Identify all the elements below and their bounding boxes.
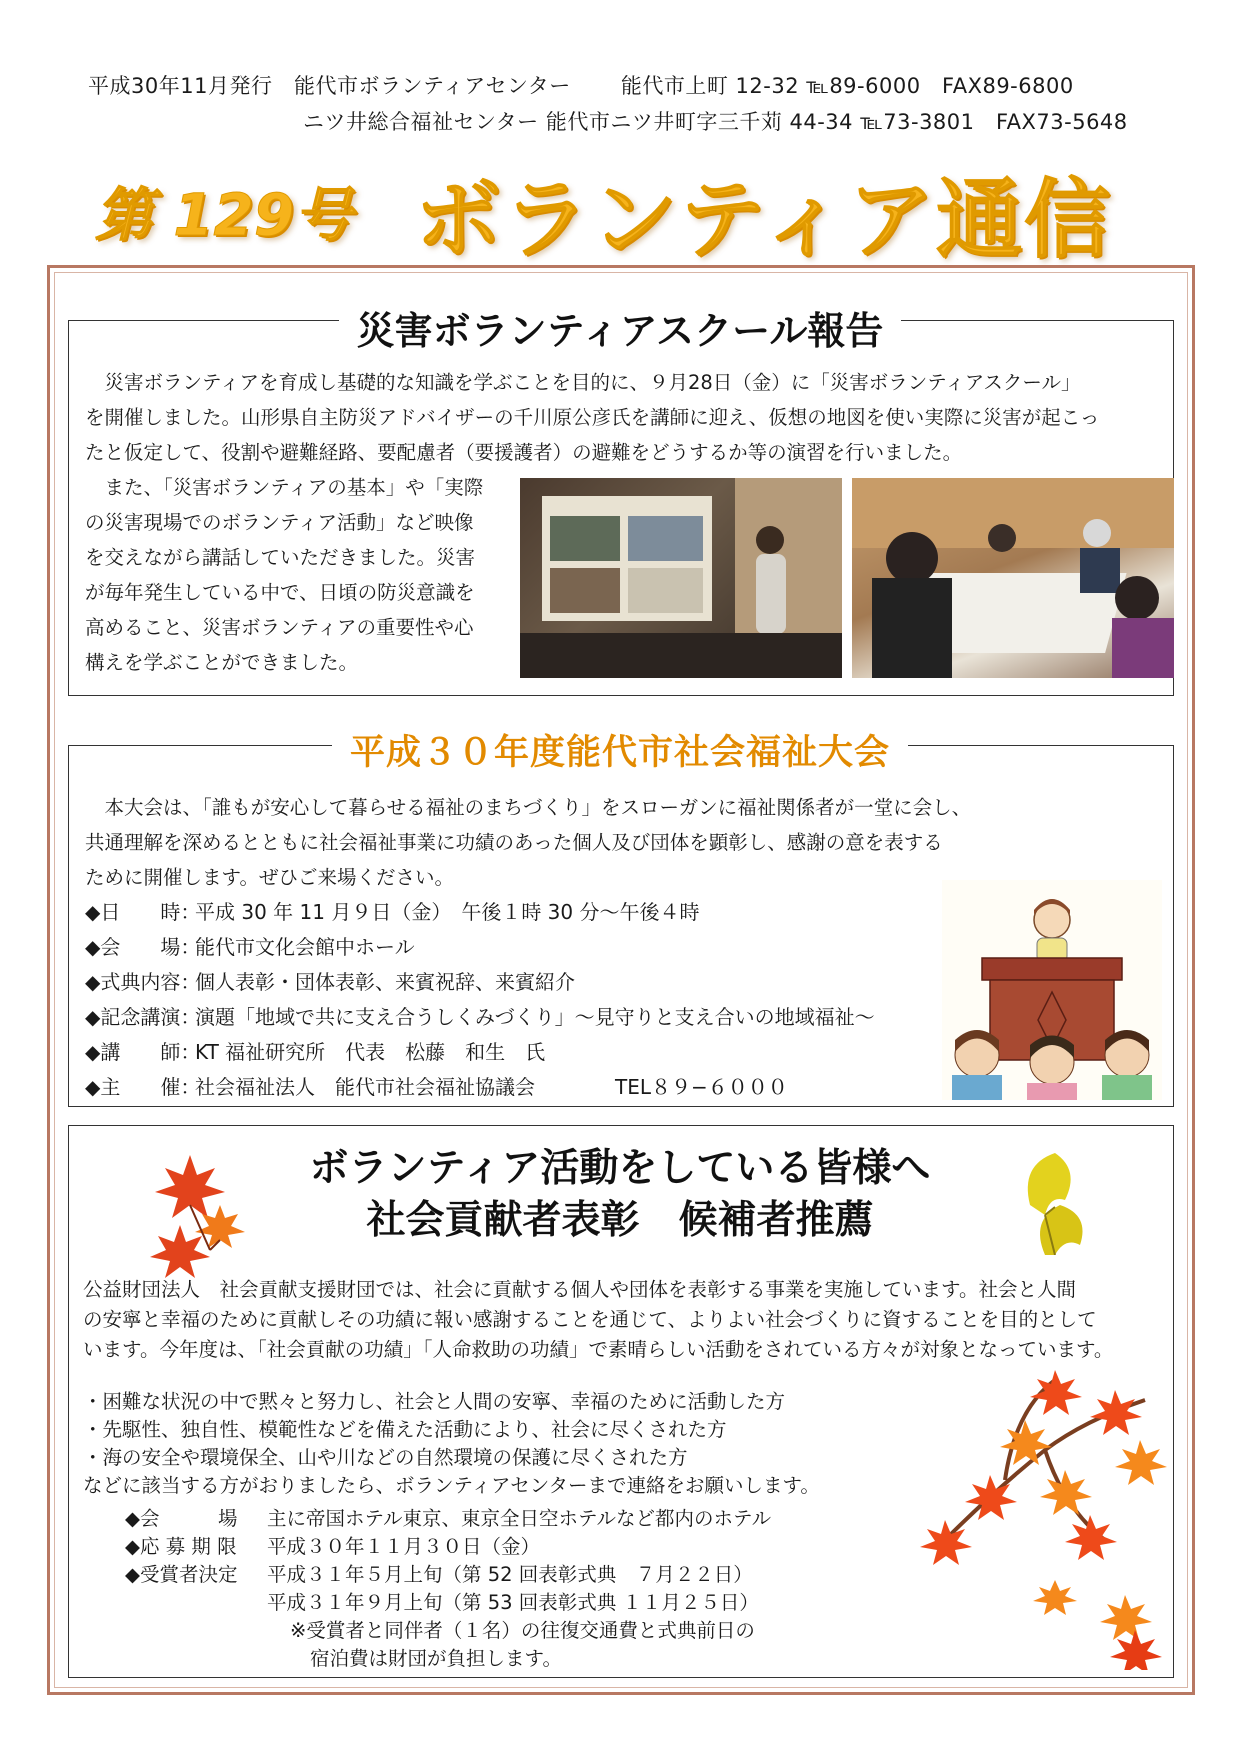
lecture-photo: [520, 478, 842, 678]
award-title-line2: 社会貢献者表彰 候補者推薦: [366, 1198, 874, 1243]
award-decision-2: 平成３１年９月上旬（第 53 回表彰式典 １１月２５日）: [267, 1591, 759, 1614]
header-address-line-2: ニツ井総合福祉センター 能代市ニツ井町字三千苅 44-34 ℡73-3801 FAX73-5648: [303, 110, 1128, 134]
event-lecture: ◆記念講演：演題「地域で共に支え合うしくみづくり」〜見守りと支え合いの地域福祉〜: [85, 1005, 875, 1029]
expense-note-1: ※受賞者と同伴者（１名）の往復交通費と式典前日の: [290, 1619, 755, 1642]
section1-title: 災害ボランティアスクール報告: [0, 300, 1240, 355]
event-program: ◆式典内容：個人表彰・団体表彰、来賓祝辞、来賓紹介: [85, 970, 575, 994]
award-title-line1: ボランティア活動をしている皆様へ: [309, 1146, 931, 1191]
event-organizer: ◆主 催：社会福祉法人 能代市社会福祉協議会 TEL８９−６０００: [85, 1075, 788, 1099]
section2-para: 本大会は、「誰もが安心して暮らせる福祉のまちづくり」をスローガンに福祉関係者が一堂に会し、 共通理解を深めるとともに社会福祉事業に功績のあった個人及び団体を顕彰し、感謝の意を表する ために開催します。ぜひご来場ください。: [85, 796, 972, 889]
newsletter-title: ボランティア通信: [415, 170, 1113, 270]
expense-note-2: 宿泊費は財団が負担します。: [310, 1647, 562, 1670]
criteria-item: ・困難な状況の中で黙々と努力し、社会と人間の安寧、幸福のために活動した方: [83, 1390, 786, 1413]
section2-title: 平成３０年度能代市社会福祉大会: [0, 725, 1240, 775]
event-venue: ◆会 場：能代市文化会館中ホール: [85, 935, 415, 959]
contact-request: などに該当する方がおりましたら、ボランティアセンターまで連絡をお願いします。: [83, 1474, 820, 1497]
header-address-line-1: 平成30年11月発行 能代市ボランティアセンター 能代市上町 12-32 ℡89-6000 FAX89-6800: [88, 74, 1074, 98]
autumn-maple-branch-icon: [915, 1370, 1170, 1674]
maple-leaves-icon: [150, 1150, 250, 1284]
section3-para: 公益財団法人 社会貢献支援財団では、社会に貢献する個人や団体を表彰する事業を実施しています。社会と人間 の安寧と幸福のために貢献しその功績に報い感謝することを通じて、よりよい社会づくりに資することを目的として います。今年度は、「社会貢献の功績」「人命救助の功績」で素晴らしい活動をされている方々が対象となっています。: [83, 1278, 1114, 1361]
award-venue: ◆会 場 主に帝国ホテル東京、東京全日空ホテルなど都内のホテル: [125, 1507, 772, 1530]
section1-para2: また、「災害ボランティアの基本」や「実際 の災害現場でのボランティア活動」など映像 を交えながら講話していただきました。災害 が毎年発生している中で、日頃の防災意識を 高めること、災害ボランティアの重要性や心 構えを学ぶことができました。: [85, 476, 484, 674]
section1-para1: 災害ボランティアを育成し基礎的な知識を学ぶことを目的に、９月28日（金）に「災害ボランティアスクール」 を開催しました。山形県自主防災アドバイザーの千川原公彦氏を講師に迎え、仮想の地図を使い実際に災害が起こっ たと仮定して、役割や避難経路、要配慮者（要援護者）の避難をどうするか等の演習を行いました。: [85, 371, 1100, 464]
criteria-list: [83, 1388, 820, 1500]
workshop-photo: [852, 478, 1174, 678]
event-speaker: ◆講 師：KT 福祉研究所 代表 松藤 和生 氏: [85, 1040, 546, 1064]
award-decision: ◆受賞者決定 平成３１年５月上旬（第 52 回表彰式典 ７月２２日）: [125, 1563, 753, 1586]
ginkgo-leaves-icon: [1010, 1145, 1100, 1259]
issue-number: 第 129号: [95, 181, 353, 249]
podium-speaker-illustration: [942, 880, 1162, 1100]
criteria-item: ・先駆性、独自性、模範性などを備えた活動により、社会に尽くされた方: [83, 1418, 727, 1441]
criteria-item: ・海の安全や環境保全、山や川などの自然環境の保護に尽くされた方: [83, 1446, 688, 1469]
application-deadline: ◆応 募 期 限 平成３０年１１月３０日（金）: [125, 1535, 541, 1558]
event-date: ◆日 時：平成 30 年 11 月９日（金） 午後１時 30 分〜午後４時: [85, 900, 700, 924]
